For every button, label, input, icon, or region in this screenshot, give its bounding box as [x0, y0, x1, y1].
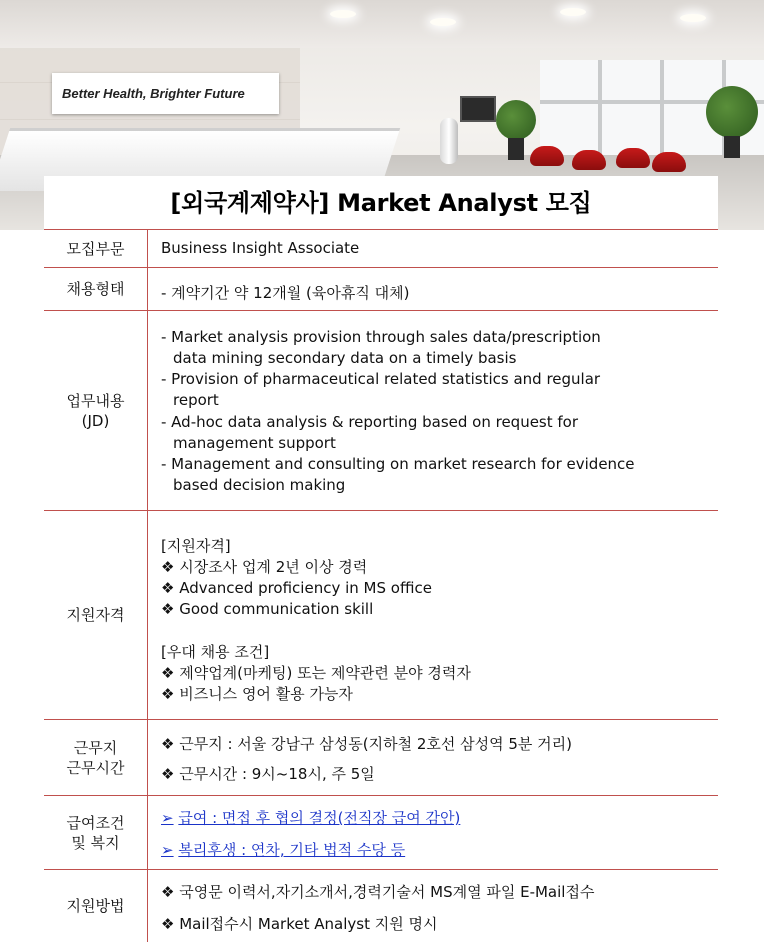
- plant: [706, 86, 758, 138]
- plant-pot: [724, 136, 740, 158]
- plant: [496, 100, 536, 140]
- plant-pot: [508, 138, 524, 160]
- arrow-bullet-icon: ➢: [161, 809, 174, 827]
- row-label: 채용형태: [44, 268, 148, 310]
- wall-monitor: [460, 96, 496, 122]
- row-label: 근무지 근무시간: [44, 720, 148, 795]
- department-value: Business Insight Associate: [161, 239, 360, 257]
- red-chair: [616, 148, 650, 168]
- row-content: [161, 720, 712, 795]
- red-chair: [652, 152, 686, 172]
- ceiling-light: [330, 10, 356, 18]
- ceiling-light: [560, 8, 586, 16]
- row-content: [161, 796, 712, 869]
- row-label: 지원방법: [44, 870, 148, 942]
- row-content: [161, 268, 712, 310]
- qualification-heading: [지원자격]: [161, 537, 231, 555]
- jd-line: report: [173, 391, 219, 409]
- employment-value: - 계약기간 약 12개월 (육아휴직 대체): [161, 284, 410, 302]
- row-label: 지원자격: [44, 511, 148, 719]
- apply-line: ❖ 국영문 이력서,자기소개서,경력기술서 MS계열 파일 E-Mail접수: [161, 883, 595, 901]
- qualification-item: ❖ Good communication skill: [161, 600, 374, 618]
- jd-line: - Ad-hoc data analysis & reporting based on request for: [161, 413, 579, 431]
- jd-line: data mining secondary data on a timely basis: [173, 349, 517, 367]
- jd-line: management support: [173, 434, 336, 452]
- row-department: [44, 230, 718, 268]
- preference-heading: [우대 채용 조건]: [161, 643, 270, 661]
- welfare-line: [161, 840, 405, 861]
- row-content: [161, 311, 712, 510]
- jd-line: - Management and consulting on market research for evidence: [161, 455, 635, 473]
- qualification-item: ❖ 시장조사 업계 2년 이상 경력: [161, 558, 368, 576]
- page-title: [외국계제약사] Market Analyst 모집: [170, 189, 592, 217]
- title-band: [44, 176, 718, 230]
- jd-line: - Provision of pharmaceutical related statistics and regular: [161, 370, 601, 388]
- work-hours: ❖ 근무시간 : 9시~18시, 주 5일: [161, 765, 375, 783]
- row-label: 업무내용 (JD): [44, 311, 148, 510]
- arrow-bullet-icon: ➢: [161, 841, 174, 859]
- apply-line: ❖ Mail접수시 Market Analyst 지원 명시: [161, 915, 438, 933]
- salary-link[interactable]: 급여 : 면접 후 협의 결정(전직장 급여 감안): [178, 809, 461, 827]
- salary-line: [161, 808, 460, 829]
- row-content: [161, 230, 712, 267]
- row-employment: [44, 268, 718, 311]
- row-salary-welfare: [44, 796, 718, 870]
- row-content: [161, 870, 712, 942]
- work-location: ❖ 근무지 : 서울 강남구 삼성동(지하철 2호선 삼성역 5분 거리): [161, 735, 572, 753]
- preference-item: ❖ 비즈니스 영어 활용 가능자: [161, 685, 353, 703]
- jd-line: based decision making: [173, 476, 346, 494]
- ceiling-light: [430, 18, 456, 26]
- red-chair: [530, 146, 564, 166]
- red-chair: [572, 150, 606, 170]
- welfare-link[interactable]: 복리후생 : 연차, 기타 법적 수당 등: [178, 841, 406, 859]
- row-label: 모집부문: [44, 230, 148, 267]
- office-ceiling: [0, 0, 764, 48]
- slogan: Better Health, Brighter Future: [52, 73, 279, 114]
- sculpture: [440, 118, 458, 164]
- row-label: 급여조건 및 복지: [44, 796, 148, 869]
- row-content: [161, 511, 712, 719]
- row-how-to-apply: [44, 870, 718, 942]
- row-location-hours: [44, 720, 718, 796]
- row-qualification: [44, 511, 718, 720]
- jd-line: - Market analysis provision through sales data/prescription: [161, 328, 601, 346]
- row-job-description: [44, 311, 718, 511]
- ceiling-light: [680, 14, 706, 22]
- qualification-item: ❖ Advanced proficiency in MS office: [161, 579, 432, 597]
- preference-item: ❖ 제약업계(마케팅) 또는 제약관련 분야 경력자: [161, 664, 471, 682]
